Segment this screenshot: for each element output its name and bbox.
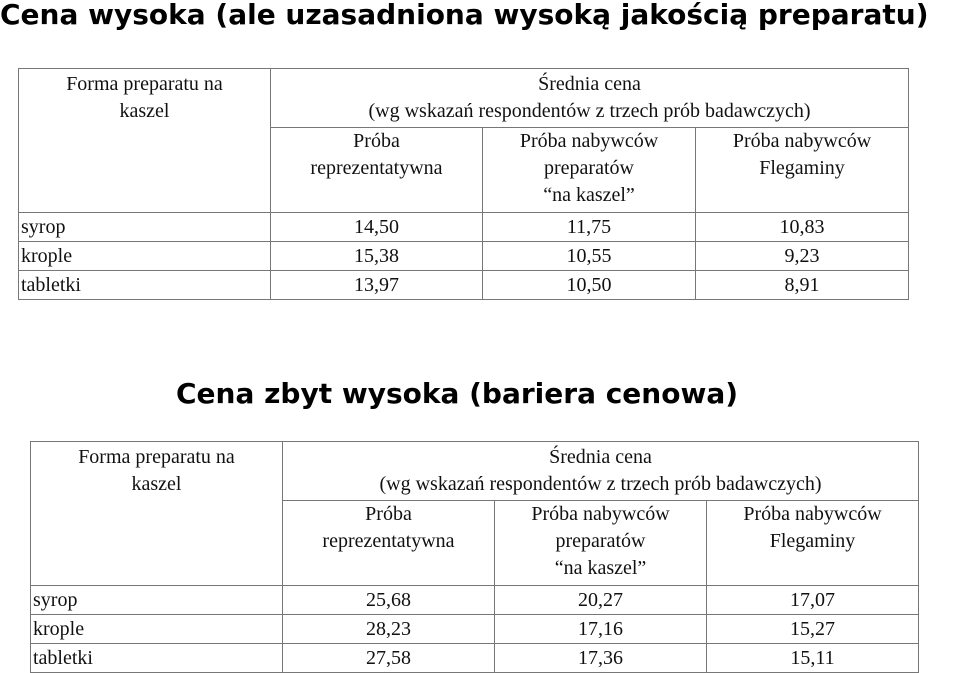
value-cell: 13,97: [271, 271, 483, 300]
header-col1-line1: Próba: [365, 503, 412, 525]
header-col2-line3: “na kaszel”: [554, 557, 647, 579]
value-cell: 14,50: [271, 213, 483, 242]
value-cell: 11,75: [483, 213, 696, 242]
price-table-too-high: [30, 441, 919, 673]
value-cell: 8,91: [696, 271, 909, 300]
row-label: krople: [19, 242, 271, 271]
header-sample-buyers-cough: [495, 501, 707, 586]
header-row: [19, 69, 909, 128]
header-col3-line1: Próba nabywców: [732, 130, 872, 152]
header-col1-line2: reprezentatywna: [322, 530, 455, 552]
value-cell: 25,68: [283, 586, 495, 615]
value-cell: 10,83: [696, 213, 909, 242]
header-row: [31, 442, 919, 501]
header-form-line2: kaszel: [131, 473, 182, 495]
header-form: [19, 69, 271, 213]
header-col3-line2: Flegaminy: [769, 530, 856, 552]
table-row: [31, 586, 919, 615]
row-label: tabletki: [31, 644, 283, 673]
header-col2-line1: Próba nabywców: [531, 503, 670, 525]
header-col3-line1: Próba nabywców: [743, 503, 882, 525]
header-sample-representative: [271, 128, 483, 213]
value-cell: 17,07: [707, 586, 919, 615]
header-sample-buyers-cough: [483, 128, 696, 213]
header-mean-line1: Średnia cena: [538, 73, 641, 95]
value-cell: 17,16: [495, 615, 707, 644]
header-sample-representative: [283, 501, 495, 586]
header-col1-line1: Próba: [353, 130, 400, 152]
heading-too-high-price: Cena zbyt wysoka (bariera cenowa): [176, 377, 739, 410]
value-cell: 10,50: [483, 271, 696, 300]
value-cell: 15,11: [707, 644, 919, 673]
value-cell: 10,55: [483, 242, 696, 271]
row-label: tabletki: [19, 271, 271, 300]
header-form: [31, 442, 283, 586]
header-mean-line2: (wg wskazań respondentów z trzech prób badawczych): [379, 473, 822, 495]
row-label: krople: [31, 615, 283, 644]
table-row: [31, 615, 919, 644]
header-form-line1: Forma preparatu na: [78, 446, 235, 468]
value-cell: 27,58: [283, 644, 495, 673]
header-col2-line2: preparatów: [555, 530, 646, 552]
table-row: [31, 644, 919, 673]
header-mean-line2: (wg wskazań respondentów z trzech prób badawczych): [368, 100, 811, 122]
value-cell: 20,27: [495, 586, 707, 615]
header-mean-line1: Średnia cena: [549, 446, 652, 468]
table-row: [19, 271, 909, 300]
header-col1-line2: reprezentatywna: [310, 157, 443, 179]
value-cell: 15,27: [707, 615, 919, 644]
heading-high-justified-price: Cena wysoka (ale uzasadniona wysoką jakością preparatu): [0, 0, 929, 31]
value-cell: 28,23: [283, 615, 495, 644]
header-col2-line2: preparatów: [544, 157, 634, 179]
value-cell: 15,38: [271, 242, 483, 271]
header-sample-buyers-flegamina: [696, 128, 909, 213]
header-col2-line3: “na kaszel”: [543, 184, 635, 206]
header-form-line1: Forma preparatu na: [66, 73, 223, 95]
row-label: syrop: [19, 213, 271, 242]
table-row: [19, 242, 909, 271]
table-row: [19, 213, 909, 242]
price-table-high-justified: [18, 68, 909, 300]
row-label: syrop: [31, 586, 283, 615]
header-mean-price: [283, 442, 919, 501]
header-mean-price: [271, 69, 909, 128]
header-sample-buyers-flegamina: [707, 501, 919, 586]
header-col2-line1: Próba nabywców: [519, 130, 659, 152]
header-form-line2: kaszel: [119, 100, 170, 122]
value-cell: 9,23: [696, 242, 909, 271]
header-col3-line2: Flegaminy: [759, 157, 845, 179]
value-cell: 17,36: [495, 644, 707, 673]
